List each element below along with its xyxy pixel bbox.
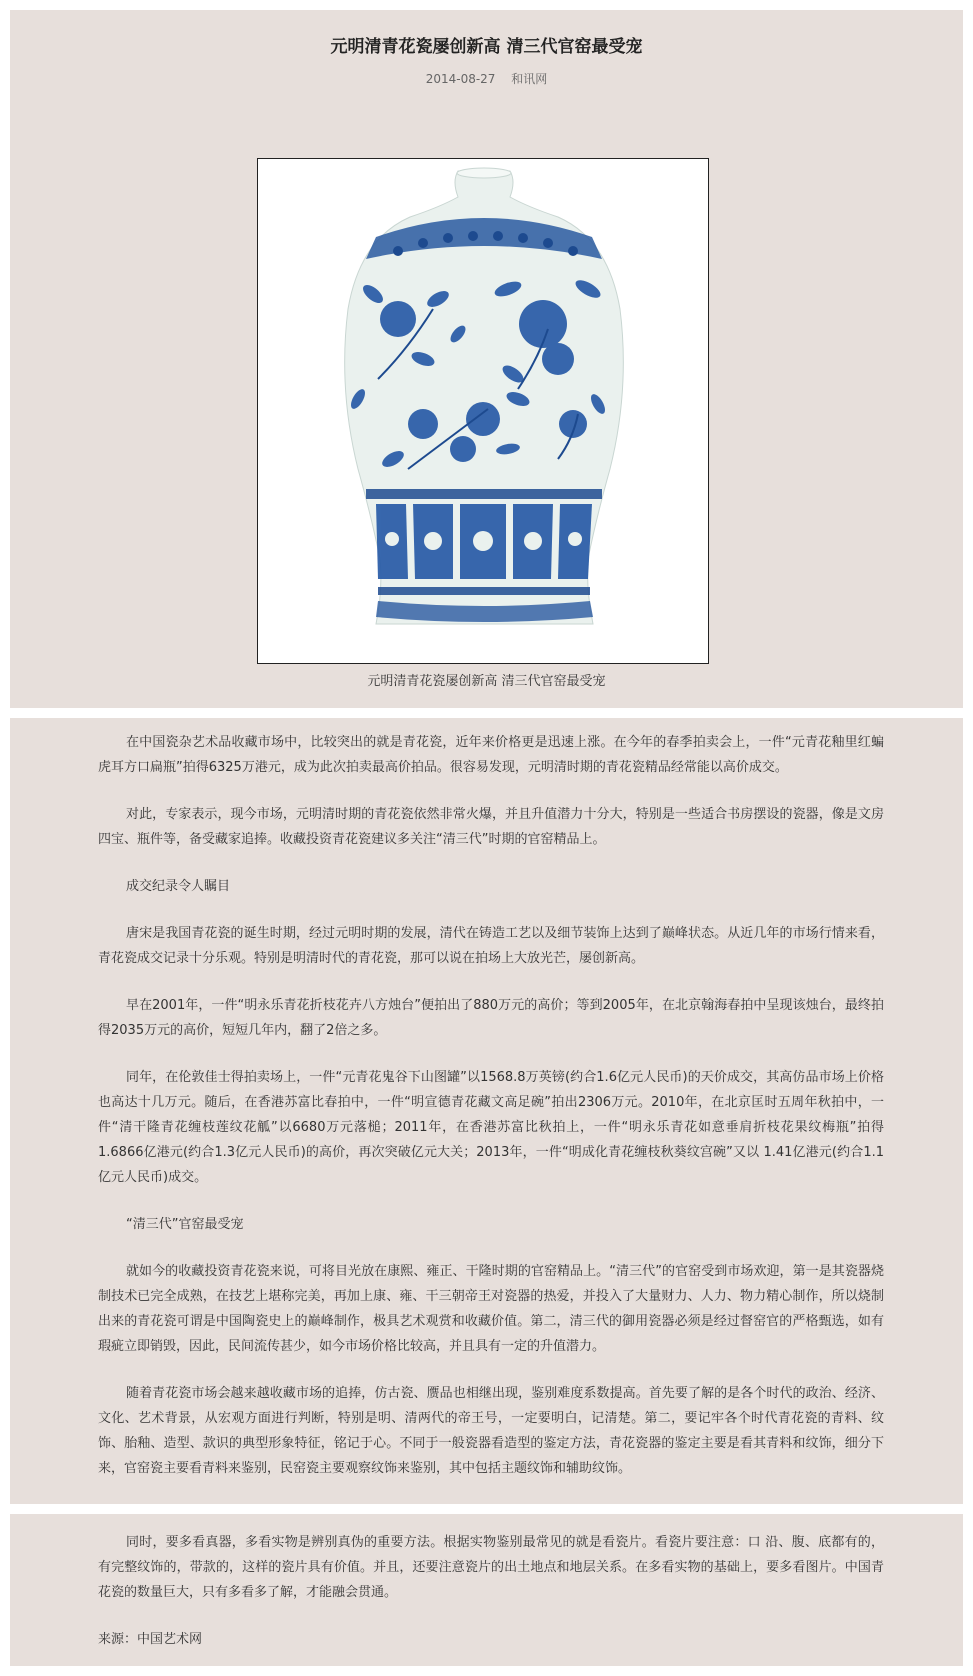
paragraph: 同时，要多看真器，多看实物是辨别真伪的重要方法。根据实物鉴别最常见的就是看瓷片。看瓷片要注意：口 沿、腹、底都有的，有完整纹饰的，带款的，这样的瓷片具有价值。并且，还要注意瓷片的出土地点和地层关系。在多看实物的基础上，要多看图片。中国青花瓷的数量巨大，只有多看多了解，才能融会贯通。 (98, 1535, 884, 1600)
blue-white-meiping-vase-illustration (258, 159, 708, 663)
paragraph: 就如今的收藏投资青花瓷来说，可将目光放在康熙、雍正、干隆时期的官窑精品上。“清三代”的官窑受到市场欢迎，第一是其瓷器烧制技术已完全成熟，在技艺上堪称完美，再加上康、雍、干三朝帝王对瓷器的热爱，并投入了大量财力、人力、物力精心制作，所以烧制出来的青花瓷可谓是中国陶瓷史上的巅峰制作，极具艺术观赏和收藏价值。第二，清三代的御用瓷器必须是经过督窑官的严格甄选，如有瑕疵立即销毁，因此，民间流传甚少，如今市场价格比较高，并且具有一定的升值潜力。 (98, 1264, 884, 1354)
article-title: 元明清青花瓷屡创新高 清三代官窑最受宠 (330, 37, 643, 57)
article-body-continued (98, 1530, 884, 1674)
paragraph: 同年，在伦敦佳士得拍卖场上，一件“元青花鬼谷下山图罐”以1568.8万英镑(约合1.6亿元人民币)的天价成交，其高仿品市场上价格也高达十几万元。随后，在香港苏富比春拍中，一件“明宣德青花藏文高足碗”拍出2306万元。2010年，在北京匡时五周年秋拍中，一件“清干隆青花缠枝莲纹花觚”以6680万元落槌；2011年，在香港苏富比秋拍上，一件“明永乐青花如意垂肩折枝花果纹梅瓶”拍得1.6866亿港元(约合1.3亿元人民币)的高价，再次突破亿元大关；2013年，一件“明成化青花缠枝秋葵纹宫碗”又以 1.41亿港元(约合1.1亿元人民币)成交。 (98, 1070, 884, 1185)
article-source-site[interactable]: 和讯网 (511, 72, 548, 86)
article-header-panel (10, 10, 963, 708)
article-footer-panel (10, 1514, 963, 1666)
article-meta (10, 70, 963, 87)
image-caption: 元明清青花瓷屡创新高 清三代官窑最受宠 (367, 674, 606, 689)
article-body (98, 730, 884, 1503)
vase-image (257, 158, 709, 664)
section-heading: “清三代”官窑最受宠 (126, 1217, 244, 1232)
paragraph: 唐宋是我国青花瓷的诞生时期，经过元明时期的发展，清代在铸造工艺以及细节装饰上达到了巅峰状态。从近几年的市场行情来看，青花瓷成交记录十分乐观。特别是明清时代的青花瓷，那可以说在拍场上大放光芒，屡创新高。 (98, 926, 884, 966)
paragraph: 在中国瓷杂艺术品收藏市场中，比较突出的就是青花瓷，近年来价格更是迅速上涨。在今年的春季拍卖会上，一件“元青花釉里红蝙虎耳方口扁瓶”拍得6325万港元，成为此次拍卖最高价拍品。很容易发现，元明清时期的青花瓷精品经常能以高价成交。 (98, 735, 884, 775)
source-credit: 来源：中国艺术网 (98, 1632, 203, 1647)
paragraph: 早在2001年，一件“明永乐青花折枝花卉八方烛台”便拍出了880万元的高价；等到2005年，在北京翰海春拍中呈现该烛台，最终拍得2035万元的高价，短短几年内，翻了2倍之多。 (98, 998, 884, 1038)
article-body-panel (10, 718, 963, 1504)
paragraph: 对此，专家表示，现今市场，元明清时期的青花瓷依然非常火爆，并且升值潜力十分大，特别是一些适合书房摆设的瓷器，像是文房四宝、瓶件等，备受藏家追捧。收藏投资青花瓷建议多关注“清三代”时期的官窑精品上。 (98, 807, 884, 847)
article-date: 2014-08-27 (425, 72, 496, 86)
section-heading: 成交纪录令人瞩目 (126, 879, 231, 894)
paragraph: 随着青花瓷市场会越来越收藏市场的追捧，仿古瓷、赝品也相继出现，鉴别难度系数提高。首先要了解的是各个时代的政治、经济、文化、艺术背景，从宏观方面进行判断，特别是明、清两代的帝王号，一定要明白，记清楚。第二，要记牢各个时代青花瓷的青料、纹饰、胎釉、造型、款识的典型形象特征，铭记于心。不同于一般瓷器看造型的鉴定方法，青花瓷器的鉴定主要是看其青料和纹饰，细分下来，官窑瓷主要看青料来鉴别，民窑瓷主要观察纹饰来鉴别，其中包括主题纹饰和辅助纹饰。 (98, 1386, 884, 1476)
